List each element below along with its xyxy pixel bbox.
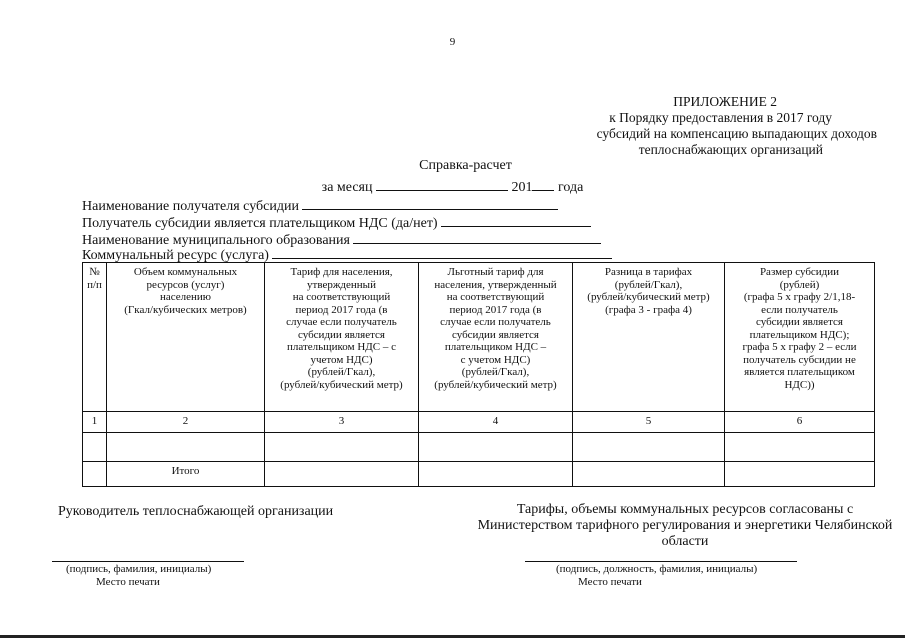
table-row-total: [83, 462, 875, 487]
page-bottom-border: [0, 635, 905, 638]
year-blank: [532, 178, 554, 191]
calculation-table: [82, 262, 875, 487]
empty-cell: [725, 462, 875, 487]
empty-cell: [83, 433, 107, 462]
empty-cell: [725, 433, 875, 462]
column-number: 5: [573, 412, 725, 433]
field-blank: [441, 214, 591, 227]
appendix-line-2: субсидий на компенсацию выпадающих доходов: [596, 126, 877, 141]
empty-cell: [419, 462, 573, 487]
month-blank: [376, 178, 508, 191]
appendix-header: [477, 94, 877, 158]
column-number: 4: [419, 412, 573, 433]
signature-left-caption: (подпись, фамилия, инициалы): [66, 563, 212, 575]
signature-right-title: Тарифы, объемы коммунальных ресурсов согласованы с Министерством тарифного регулирования и энергетики Челябинской области: [477, 502, 893, 549]
column-number: 2: [107, 412, 265, 433]
month-line: [0, 178, 905, 196]
document-title: Справка-расчет: [419, 158, 512, 173]
header-cell-tariff: Тариф для населения, утвержденный на соответствующий период 2017 года (в случае если получатель субсидии является плательщиком НДС – с учетом НДС) (рублей/Гкал), (рублей/кубический метр): [265, 263, 419, 412]
empty-cell: [573, 433, 725, 462]
empty-cell: [265, 433, 419, 462]
total-label: Итого: [107, 462, 265, 487]
field-blank: [353, 231, 601, 244]
column-number: 1: [83, 412, 107, 433]
signature-right-line: [525, 561, 797, 562]
table-row-empty: [83, 433, 875, 462]
header-cell-volume: Объем коммунальных ресурсов (услуг) населению (Гкал/кубических метров): [107, 263, 265, 412]
field-recipient-name: [82, 197, 558, 215]
table-header-row: [83, 263, 875, 412]
signature-right-stamp: Место печати: [578, 576, 642, 588]
appendix-line-3: теплоснабжающих организаций: [638, 142, 823, 157]
column-number: 3: [265, 412, 419, 433]
signature-left-line: [52, 561, 244, 562]
header-cell-subsidy-amount: Размер субсидии (рублей) (графа 5 х графу 2/1,18- если получатель субсидии является плательщиком НДС); графа 5 х графу 2 – если получатель субсидии не является плательщиком НДС)): [725, 263, 875, 412]
year-suffix: года: [557, 180, 584, 195]
empty-cell: [265, 462, 419, 487]
signature-left-title: Руководитель теплоснабжающей организации: [58, 504, 334, 519]
empty-cell: [419, 433, 573, 462]
header-cell-number: № п/п: [83, 263, 107, 412]
signature-left-stamp: Место печати: [96, 576, 160, 588]
page-number: 9: [449, 36, 456, 48]
column-number: 6: [725, 412, 875, 433]
month-label: за месяц: [321, 180, 373, 195]
field-vat-payer: [82, 214, 591, 232]
field-blank: [272, 246, 612, 259]
year-prefix: 201: [511, 180, 533, 195]
header-cell-tariff-difference: Разница в тарифах (рублей/Гкал), (рублей/кубический метр) (графа 3 - графа 4): [573, 263, 725, 412]
appendix-title: ПРИЛОЖЕНИЕ 2: [673, 94, 777, 109]
empty-cell: [573, 462, 725, 487]
field-label: Получатель субсидии является плательщиком НДС (да/нет): [82, 216, 438, 231]
appendix-line-1: к Порядку предоставления в 2017 году: [609, 110, 832, 125]
empty-cell: [83, 462, 107, 487]
field-label: Наименование муниципального образования: [82, 233, 350, 248]
header-cell-preferential-tariff: Льготный тариф для населения, утвержденный на соответствующий период 2017 года (в случае если получатель субсидии является плательщиком НДС – с учетом НДС) (рублей/Гкал), (рублей/кубический метр): [419, 263, 573, 412]
field-label: Коммунальный ресурс (услуга): [82, 248, 269, 263]
field-label: Наименование получателя субсидии: [82, 199, 299, 214]
field-blank: [302, 197, 558, 210]
signature-right-caption: (подпись, должность, фамилия, инициалы): [556, 563, 758, 575]
empty-cell: [107, 433, 265, 462]
column-number-row: [83, 412, 875, 433]
